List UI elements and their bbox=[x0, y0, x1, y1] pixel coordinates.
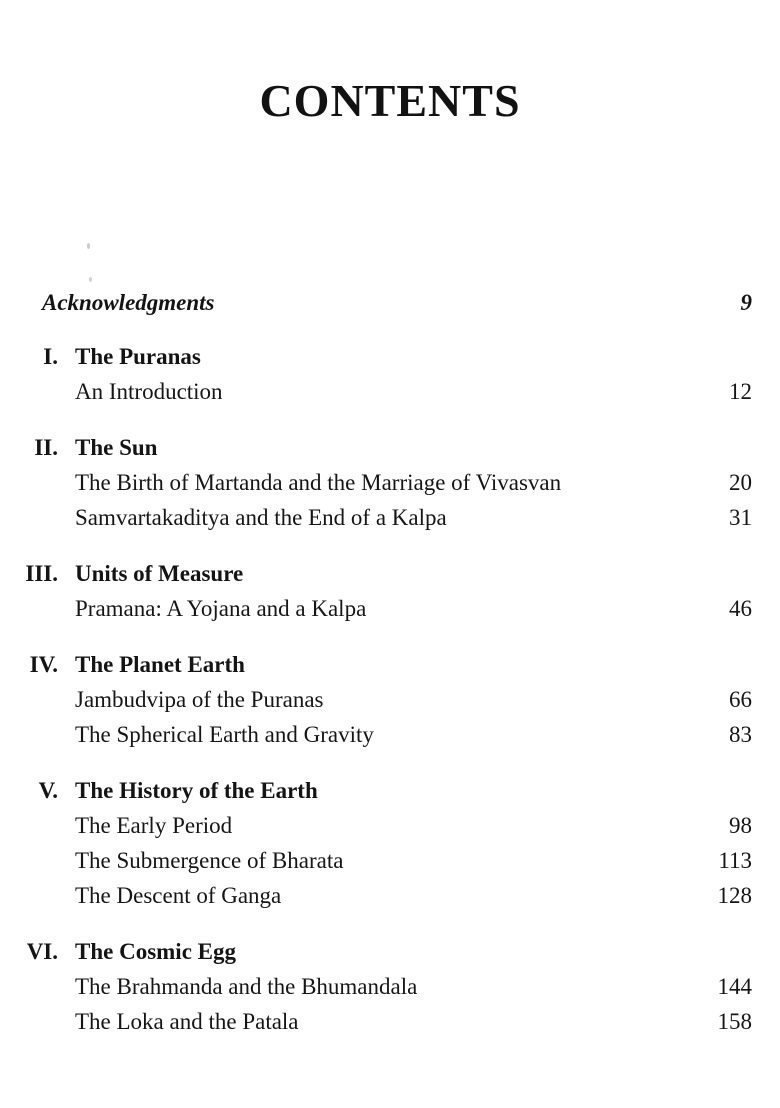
toc-section-row bbox=[0, 682, 752, 717]
page-number: 9 bbox=[740, 289, 752, 315]
page-number: 46 bbox=[729, 595, 752, 621]
toc-chapter-heading bbox=[0, 647, 752, 682]
page-number: 128 bbox=[717, 882, 752, 908]
toc-chapter-group bbox=[0, 647, 752, 752]
page-number: 66 bbox=[729, 686, 752, 712]
scan-speck bbox=[87, 243, 90, 249]
toc-section-row bbox=[0, 717, 752, 752]
chapter-title: The History of the Earth bbox=[75, 777, 318, 803]
front-matter-label: Acknowledgments bbox=[42, 289, 215, 315]
chapter-numeral: II. bbox=[34, 434, 58, 460]
scan-speck bbox=[89, 277, 92, 282]
toc-section-row bbox=[0, 465, 752, 500]
toc-section-row bbox=[0, 969, 752, 1004]
page-number: 158 bbox=[717, 1008, 752, 1034]
page-number: 98 bbox=[729, 812, 752, 838]
chapter-title: The Sun bbox=[75, 434, 158, 460]
toc-section-row bbox=[0, 843, 752, 878]
chapter-numeral: III. bbox=[25, 560, 58, 586]
toc-section-row bbox=[0, 808, 752, 843]
page-number: 12 bbox=[729, 378, 752, 404]
toc-section-row bbox=[0, 878, 752, 913]
toc-chapter-group bbox=[0, 773, 752, 913]
toc-section-row bbox=[0, 500, 752, 535]
chapter-numeral: I. bbox=[43, 343, 58, 369]
page-number: 83 bbox=[729, 721, 752, 747]
toc-section-row bbox=[0, 374, 752, 409]
chapter-title: Units of Measure bbox=[75, 560, 244, 586]
page-number: 113 bbox=[718, 847, 752, 873]
toc-chapter-heading bbox=[0, 934, 752, 969]
toc-chapter-group bbox=[0, 339, 752, 409]
section-title: The Birth of Martanda and the Marriage of Vivasvan bbox=[75, 469, 562, 495]
toc-chapter-group bbox=[0, 556, 752, 626]
toc-section-row bbox=[0, 591, 752, 626]
chapter-numeral: V. bbox=[38, 777, 58, 803]
section-title: The Early Period bbox=[75, 812, 233, 838]
section-title: The Loka and the Patala bbox=[75, 1008, 299, 1034]
page-number: 20 bbox=[729, 469, 752, 495]
toc-section-row bbox=[0, 1004, 752, 1039]
page-number: 31 bbox=[729, 504, 752, 530]
chapter-title: The Cosmic Egg bbox=[75, 938, 236, 964]
page-number: 144 bbox=[717, 973, 752, 999]
section-title: The Descent of Ganga bbox=[75, 882, 282, 908]
section-title: The Submergence of Bharata bbox=[75, 847, 344, 873]
section-title: Samvartakaditya and the End of a Kalpa bbox=[75, 504, 447, 530]
toc-chapter-group bbox=[0, 430, 752, 535]
chapter-title: The Puranas bbox=[75, 343, 201, 369]
toc-chapter-heading bbox=[0, 773, 752, 808]
section-title: Jambudvipa of the Puranas bbox=[75, 686, 324, 712]
toc-row-acknowledgments bbox=[0, 285, 752, 320]
chapter-numeral: IV. bbox=[29, 651, 58, 677]
chapter-title: The Planet Earth bbox=[75, 651, 245, 677]
section-title: An Introduction bbox=[75, 378, 223, 404]
toc-chapter-group bbox=[0, 934, 752, 1039]
table-of-contents bbox=[0, 285, 780, 1039]
section-title: Pramana: A Yojana and a Kalpa bbox=[75, 595, 367, 621]
section-title: The Spherical Earth and Gravity bbox=[75, 721, 374, 747]
toc-chapter-heading bbox=[0, 430, 752, 465]
toc-chapter-heading bbox=[0, 556, 752, 591]
toc-chapter-heading bbox=[0, 339, 752, 374]
section-title: The Brahmanda and the Bhumandala bbox=[75, 973, 418, 999]
chapter-numeral: VI. bbox=[26, 938, 58, 964]
page-title: CONTENTS bbox=[259, 75, 521, 126]
